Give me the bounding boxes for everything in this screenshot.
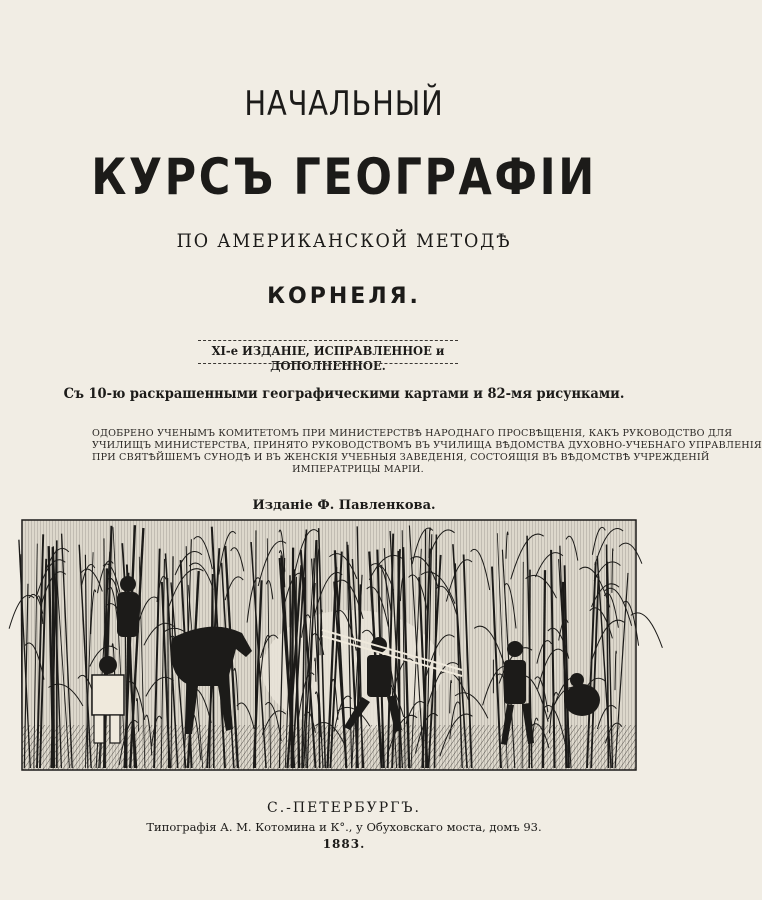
title-line-1: НАЧАЛЬНЫЙ	[244, 84, 444, 124]
sugarcane-engraving	[22, 520, 636, 770]
approval-text	[92, 428, 762, 476]
approval-line: ПРИ СВЯТѢЙШЕМЪ СУНОДѢ И ВЪ ЖЕНСКІЯ УЧЕБНЫЯ ЗАВЕДЕНІЯ, СОСТОЯЩІЯ ВЪ ВѢДОМСТВѢ УЧРЕЖДЕНІЙ	[92, 452, 710, 463]
publisher: Изданіе Ф. Павленкова.	[252, 498, 436, 513]
approval-line: ИМПЕРАТРИЦЫ МАРІИ.	[292, 464, 424, 475]
title-line-2: КУРСЪ ГЕОГРАФІИ	[91, 148, 597, 206]
title-line-3: ПО АМЕРИКАНСКОЙ МЕТОДѢ	[176, 230, 512, 252]
imprint-year: 1883.	[322, 837, 366, 851]
imprint-city: С.-ПЕТЕРБУРГЪ.	[267, 800, 421, 816]
approval-line: ОДОБРЕНО УЧЕНЫМЪ КОМИТЕТОМЪ ПРИ МИНИСТЕРСТВѢ НАРОДНАГО ПРОСВѢЩЕНІЯ, КАКЪ РУКОВОДСТВО ДЛЯ	[92, 428, 733, 439]
author-name: КОРНЕЛЯ.	[267, 284, 421, 309]
edition-box	[198, 340, 458, 373]
imprint-press: Типографія А. М. Котомина и К°., у Обуховскаго моста, домъ 93.	[146, 820, 542, 834]
approval-line: УЧИЛИЩЪ МИНИСТЕРСТВА, ПРИНЯТО РУКОВОДСТВОМЪ ВЪ УЧИЛИЩА ВѢДОМСТВА ДУХОВНО-УЧЕБНАГО УПРАВЛЕНІЯ	[92, 440, 762, 451]
edition-label: XI-е ИЗДАНІЕ, ИСПРАВЛЕННОЕ и ДОПОЛНЕННОЕ.	[211, 343, 445, 373]
maps-note: Съ 10-ю раскрашенными географическими картами и 82-мя рисунками.	[63, 386, 625, 402]
